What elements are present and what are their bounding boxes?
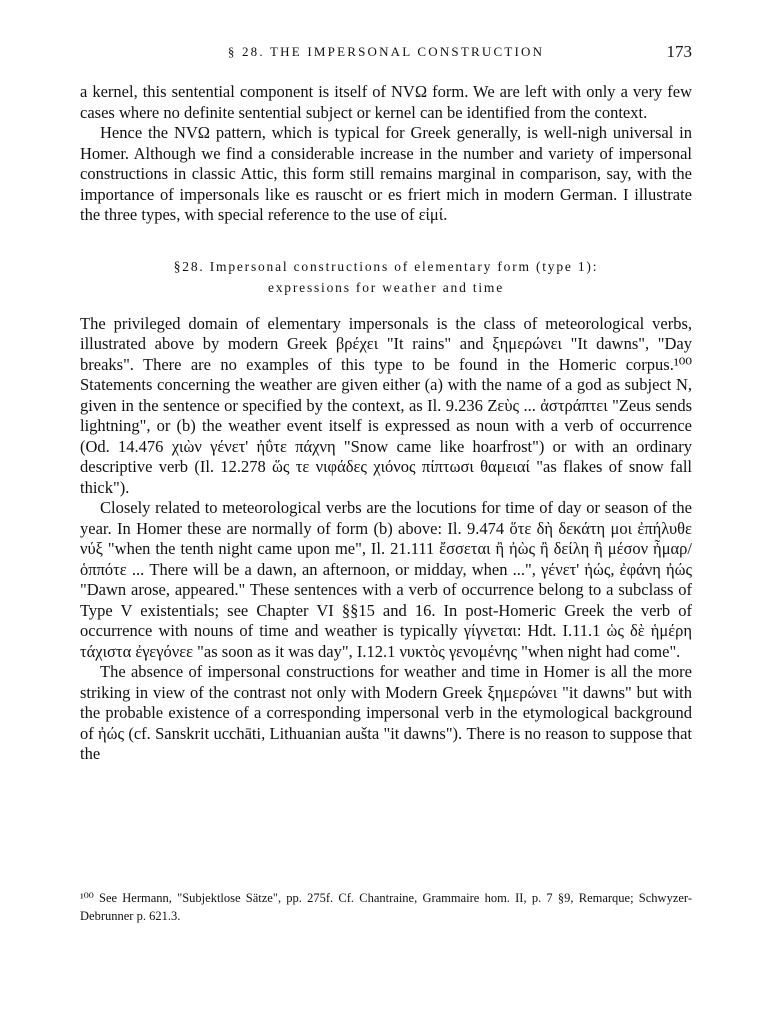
body-text <box>80 82 692 765</box>
paragraph: The privileged domain of elementary impersonals is the class of meteorological verbs, illustrated above by modern Greek βρέχει "It rains" and ξημερώνει "It dawns", "Day breaks". There are no examples of this type to be found in the Homeric corpus.¹⁰⁰ Statements concerning the weather are given either (a) with the name of a god as subject N, given in the sentence or specified by the context, as Il. 9.236 Ζεὺς ... ἀστράπτει "Zeus sends lightning", or (b) the weather event itself is expressed as noun with a verb of occurrence (Od. 14.476 χιὼν γένετ' ἠΰτε πάχνη "Snow came like hoarfrost") or with an ordinary descriptive verb (Il. 12.278 ὥς τε νιφάδες χιόνος πίπτωσι θαμειαί "as flakes of snow fall thick"). <box>80 313 692 497</box>
page-number: 173 <box>666 42 692 61</box>
footnote: ¹⁰⁰ See Hermann, "Subjektlose Sätze", pp. 275f. Cf. Chantraine, Grammaire hom. II, p. 7 §9, Remarque; Schwyzer-Debrunner p. 621.3. <box>80 891 692 923</box>
paragraph: a kernel, this sentential component is itself of NVΩ form. We are left with only a very few cases where no definite sentential subject or kernel can be identified from the context. <box>80 82 692 122</box>
paragraph: The absence of impersonal constructions for weather and time in Homer is all the more striking in view of the contrast not only with Modern Greek ξημερώνει "it dawns" but with the probable existence of a corresponding impersonal verb in the etymological background of ἠώς (cf. Sanskrit ucchāti, Lithuanian aušta "it dawns"). There is no reason to suppose that the <box>80 662 692 763</box>
section-heading-line: §28. Impersonal constructions of elementary form (type 1): <box>173 258 599 274</box>
paragraph: Closely related to meteorological verbs are the locutions for time of day or season of the year. In Homer these are normally of form (b) above: Il. 9.474 ὅτε δὴ δεκάτη μοι ἐπήλυθε νύξ "when the tenth night came upon me", Il. 21.111 ἔσσεται ἢ ἠὼς ἢ δείλη ἢ μέσον ἦμαρ/ὁππότε ... There will be a dawn, an afternoon, or midday, when ...", γένετ' ἠώς, ἐφάνη ἠώς "Dawn arose, appeared." These sentences with a verb of occurrence belong to a subclass of Type V existentials; see Chapter VI §§15 and 16. In post-Homeric Greek the verb of occurrence with nouns of time and weather is typically γίγνεται: Hdt. I.11.1 ὡς δὲ ἡμέρη τάχιστα ἐγεγόνεε "as soon as it was day", I.12.1 νυκτὸς γενομένης "when night had come". <box>80 498 692 661</box>
paragraph: Hence the NVΩ pattern, which is typical for Greek generally, is well-nigh universal in Homer. Although we find a considerable increase in the number and variety of impersonal constructions in classic Attic, this form still remains marginal in comparison, say, with the importance of impersonals like es rauscht or es friert mich in modern German. I illustrate the three types, with special reference to the use of εἰμί. <box>80 123 692 224</box>
running-head <box>80 42 692 66</box>
running-title: § 28. THE IMPERSONAL CONSTRUCTION <box>227 44 545 59</box>
section-heading <box>80 256 692 298</box>
section-heading-line: expressions for weather and time <box>267 279 505 295</box>
